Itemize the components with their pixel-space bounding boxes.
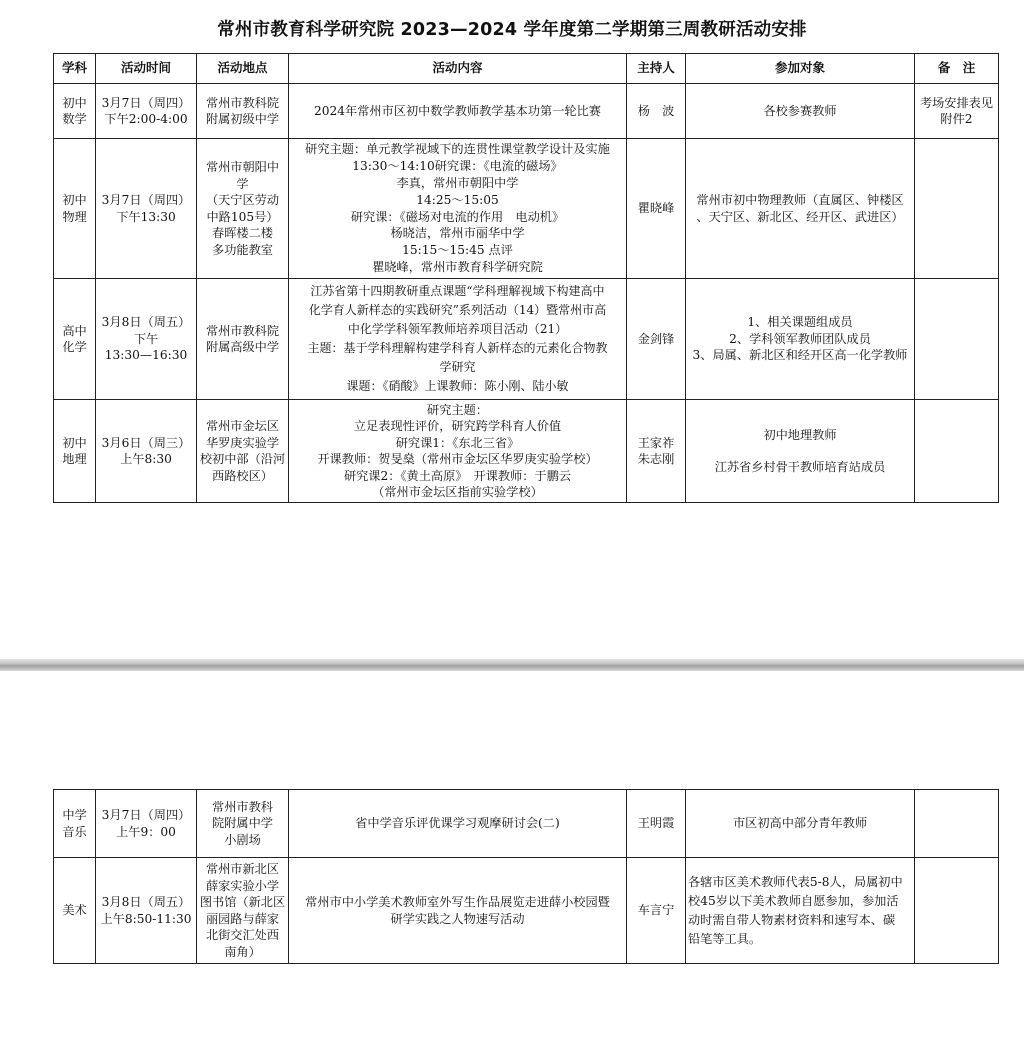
attendees-line: 初中地理教师 <box>763 427 837 442</box>
cell-place <box>197 84 289 139</box>
time-line: 3月7日（周四） <box>101 193 191 207</box>
table-row <box>54 84 999 139</box>
cell-subject <box>54 790 96 858</box>
table-header-row <box>54 54 999 84</box>
table-row <box>54 858 999 964</box>
attendees-line <box>687 443 913 459</box>
content-line: 学研究 <box>439 360 476 374</box>
subject-line: 数学 <box>62 112 87 126</box>
cell-attendees <box>686 400 915 503</box>
attendees-line: 1、相关课题组成员 <box>747 315 853 330</box>
content-line: 江苏省第十四期教研重点课题“学科理解视域下构建高中 <box>310 284 605 298</box>
content-line: （常州市金坛区指前实验学校） <box>372 485 543 499</box>
content-line: 研究课2：《黄土高原》 开课教师：于鹏云 <box>343 468 572 483</box>
header-note: 备 注 <box>915 54 999 84</box>
host-line: 瞿晓峰 <box>637 201 675 216</box>
cell-subject <box>54 279 96 400</box>
attendees-line: 市区初高中部分青年教师 <box>732 816 868 831</box>
attendees-line: 铅笔等工具。 <box>688 931 762 946</box>
cell-note <box>915 279 999 400</box>
table-row <box>54 139 999 279</box>
time-line: 上午8:30 <box>120 452 172 466</box>
cell-note <box>915 790 999 858</box>
cell-attendees <box>686 858 915 964</box>
cell-note <box>915 139 999 279</box>
cell-content <box>289 858 627 964</box>
attendees-line: 江苏省乡村骨干教师培育站成员 <box>714 460 886 474</box>
cell-time <box>96 139 197 279</box>
place-line: 常州市金坛区 <box>205 419 280 433</box>
host-line: 王明霞 <box>637 816 675 831</box>
attendees-line: 2、学科领军教师团队成员 <box>729 331 871 346</box>
header-host: 主持人 <box>627 54 686 84</box>
cell-attendees <box>686 279 915 400</box>
attendees-line: 动时需自带人物素材资料和速写本、碳 <box>688 912 896 927</box>
content-line: 主题：基于学科理解构建学科育人新样态的元素化合物教 <box>307 341 608 355</box>
host-line: 王家祚 <box>637 435 675 450</box>
subject-line: 中学 <box>62 808 87 822</box>
subject-line: 美术 <box>62 903 87 918</box>
place-line: 华罗庚实验学 <box>205 435 280 450</box>
place-line: 常州市教科院 <box>205 95 280 110</box>
cell-subject <box>54 139 96 279</box>
page-separator <box>0 659 1024 671</box>
place-line: 图书馆（新北区 <box>199 895 286 909</box>
content-line: 14:25～15:05 <box>416 192 499 207</box>
content-line: 研究课1：《东北三省》 <box>395 435 520 450</box>
cell-time <box>96 400 197 503</box>
time-line: 3月8日（周五） <box>101 315 191 330</box>
cell-content <box>289 84 627 139</box>
place-line: 附属初级中学 <box>205 112 280 126</box>
content-line: 杨晓洁，常州市丽华中学 <box>390 226 525 241</box>
subject-line: 初中 <box>62 95 87 110</box>
cell-time <box>96 84 197 139</box>
cell-subject <box>54 400 96 503</box>
cell-time <box>96 279 197 400</box>
cell-attendees <box>686 790 915 858</box>
content-line: 立足表现性评价，研究跨学科育人价值 <box>353 419 562 433</box>
place-line: 中路105号） <box>206 209 279 224</box>
cell-subject <box>54 858 96 964</box>
page-title: 常州市教育科学研究院 2023—2024 学年度第二学期第三周教研活动安排 <box>217 20 807 40</box>
content-line: 研究课：《磁场对电流的作用 电动机》 <box>350 209 565 224</box>
content-line: 15:15～15:45 点评 <box>402 243 513 258</box>
subject-line: 初中 <box>62 435 87 450</box>
attendees-line: 、天宁区、新北区、经开区、武进区） <box>696 209 904 224</box>
note-line: 考场安排表见 <box>919 95 994 110</box>
time-line: 上午8:50-11:30 <box>100 911 192 926</box>
content-line: 13:30～14:10研究课：《电流的磁场》 <box>352 159 563 174</box>
cell-note <box>915 84 999 139</box>
place-line: 常州市朝阳中 <box>205 160 280 174</box>
place-line: 学 <box>236 176 249 191</box>
place-line: 院附属中学 <box>212 816 273 831</box>
cell-host <box>627 84 686 139</box>
table-row <box>54 400 999 503</box>
cell-content <box>289 400 627 503</box>
time-line: 3月7日（周四） <box>101 808 191 822</box>
attendees-line: 各辖市区美术教师代表5-8人，局属初中 <box>688 874 903 889</box>
header-attendees: 参加对象 <box>686 54 915 84</box>
place-line: 校初中部（沿河 <box>199 452 286 466</box>
host-line: 朱志刚 <box>637 452 675 466</box>
schedule-table <box>53 53 999 503</box>
time-line: 3月7日（周四） <box>101 95 191 110</box>
place-line: 常州市教科院 <box>205 323 280 338</box>
place-line: 丽园路与薛家 <box>205 911 280 926</box>
time-line: 下午 <box>133 331 159 346</box>
cell-host <box>627 279 686 400</box>
content-line: 化学育人新样态的实践研究”系列活动（14）暨常州市高 <box>308 303 607 317</box>
content-line: 中化学学科领军教师培养项目活动（21） <box>347 322 568 336</box>
time-line: 3月6日（周三） <box>101 435 191 450</box>
subject-line: 化学 <box>62 340 87 354</box>
time-line: 下午2:00-4:00 <box>104 112 188 126</box>
subject-line: 物理 <box>62 209 87 224</box>
cell-host <box>627 790 686 858</box>
note-line: 附件2 <box>940 112 973 126</box>
content-line: 瞿晓峰，常州市教育科学研究院 <box>372 259 543 274</box>
subject-line: 地理 <box>62 452 87 466</box>
place-line: 多功能教室 <box>212 242 273 257</box>
cell-time <box>96 790 197 858</box>
header-subject: 学科 <box>54 54 96 84</box>
content-line: 省中学音乐评优课学习观摩研讨会(二) <box>355 816 560 831</box>
place-line: 常州市新北区 <box>205 862 280 876</box>
place-line: 春晖楼二楼 <box>212 226 273 240</box>
cell-note <box>915 400 999 503</box>
cell-place <box>197 858 289 964</box>
host-line: 金剑锋 <box>637 331 675 346</box>
host-line: 车言宁 <box>637 903 675 918</box>
content-line: 研究主题： <box>427 402 488 417</box>
attendees-line: 各校参赛教师 <box>763 103 837 118</box>
place-line: （天宁区劳动 <box>205 193 280 207</box>
header-time: 活动时间 <box>96 54 197 84</box>
header-place: 活动地点 <box>197 54 289 84</box>
cell-place <box>197 279 289 400</box>
cell-host <box>627 858 686 964</box>
cell-content <box>289 790 627 858</box>
host-line: 杨 波 <box>637 103 675 118</box>
cell-host <box>627 400 686 503</box>
cell-content <box>289 139 627 279</box>
attendees-line: 3、局属、新北区和经开区高一化学教师 <box>692 348 908 363</box>
header-content: 活动内容 <box>289 54 627 84</box>
place-line: 薛家实验小学 <box>205 878 280 893</box>
cell-place <box>197 139 289 279</box>
cell-subject <box>54 84 96 139</box>
content-line: 研究主题：单元教学视域下的连贯性课堂教学设计及实施 <box>305 142 610 157</box>
cell-host <box>627 139 686 279</box>
cell-attendees <box>686 139 915 279</box>
attendees-line: 常州市初中物理教师（直属区、钟楼区 <box>696 193 904 207</box>
time-line: 上午9：00 <box>116 824 176 839</box>
place-line: 南角） <box>224 944 261 959</box>
content-line: 常州市中小学美术教师室外写生作品展览走进薛小校园暨 <box>305 895 610 909</box>
content-line: 2024年常州市区初中数学教师教学基本功第一轮比赛 <box>314 103 601 118</box>
attendees-line: 校45岁以下美术教师自愿参加，参加活 <box>688 893 899 908</box>
place-line: 附属高级中学 <box>205 340 280 354</box>
cell-place <box>197 790 289 858</box>
subject-line: 初中 <box>62 193 87 207</box>
time-line: 下午13:30 <box>116 209 176 224</box>
cell-content <box>289 279 627 400</box>
content-line: 开课教师：贺旻燊（常州市金坛区华罗庚实验学校） <box>317 452 598 466</box>
table-row <box>54 279 999 400</box>
content-line: 研学实践之人物速写活动 <box>390 911 525 926</box>
schedule-table-continued <box>53 789 999 964</box>
place-line: 小剧场 <box>224 832 261 847</box>
time-line: 13:30—16:30 <box>104 348 188 363</box>
content-line: 李真，常州市朝阳中学 <box>396 175 519 190</box>
cell-attendees <box>686 84 915 139</box>
table-row <box>54 790 999 858</box>
cell-place <box>197 400 289 503</box>
subject-line: 音乐 <box>62 824 87 839</box>
cell-note <box>915 858 999 964</box>
place-line: 常州市教科 <box>212 799 273 814</box>
time-line: 3月8日（周五） <box>101 895 191 909</box>
subject-line: 高中 <box>62 323 87 338</box>
place-line: 北街交汇处西 <box>205 928 280 942</box>
content-line: 课题：《硝酸》上课教师：陈小刚、陆小敏 <box>346 379 569 393</box>
place-line: 西路校区） <box>212 468 273 483</box>
cell-time <box>96 858 197 964</box>
